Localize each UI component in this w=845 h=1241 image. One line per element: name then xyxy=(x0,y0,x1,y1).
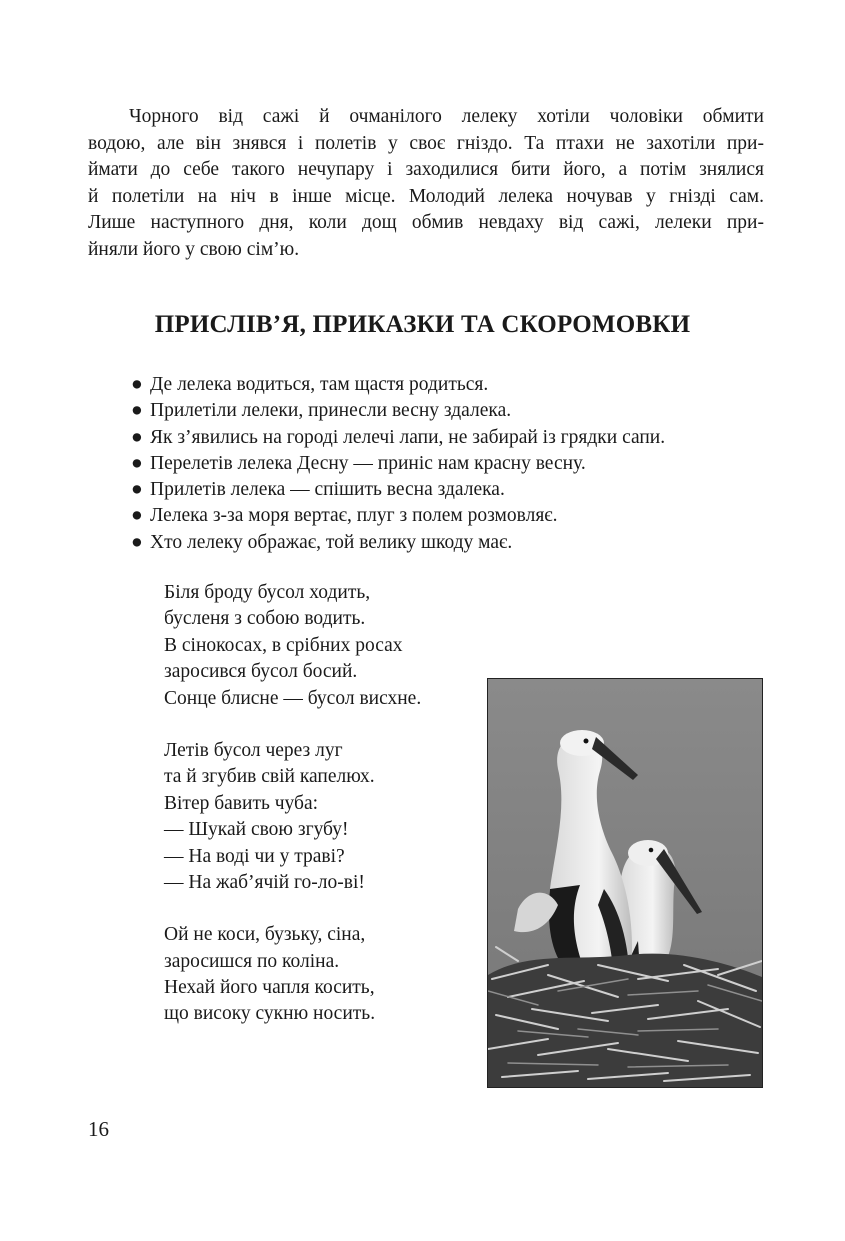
intro-line: Лише наступного дня, коли дощ обмив невдаху від сажі, лелеки при- xyxy=(88,212,764,234)
proverb-text: Де лелека водиться, там щастя родиться. xyxy=(150,374,489,395)
poem-line: Нехай його чапля косить, xyxy=(164,977,375,999)
proverb-text: Прилетів лелека — спішить весна здалека. xyxy=(150,479,505,501)
poem-stanza xyxy=(164,580,421,712)
proverb-text: Хто лелеку ображає, той велику шкоду має. xyxy=(150,531,513,553)
poem-line: Біля броду бусол ходить, xyxy=(164,582,371,603)
poem-line: — На воді чи у траві? xyxy=(164,845,345,867)
proverb-item xyxy=(131,530,665,556)
proverb-text: Прилетіли лелеки, принесли весну здалека. xyxy=(150,400,512,422)
bullet-icon: ● xyxy=(131,479,143,501)
intro-line: ймати до себе такого нечупару і заходилися бити його, а потім знялися xyxy=(88,159,764,181)
poem-line: В сінокосах, в срібних росах xyxy=(164,634,403,656)
poem-line: — Шукай свою згубу! xyxy=(164,819,349,841)
proverb-item xyxy=(131,425,665,451)
poem-line: Вітер бавить чуба: xyxy=(164,792,319,814)
poem xyxy=(164,580,421,1054)
poem-line: Летів бусол через луг xyxy=(164,739,343,761)
proverb-item xyxy=(131,477,665,503)
intro-line: Чорного від сажі й очманілого лелеку хотіли чоловіки обмити xyxy=(129,106,764,127)
poem-line: що високу сукню носить. xyxy=(164,1003,376,1025)
bullet-icon: ● xyxy=(131,452,143,474)
storks-photo xyxy=(487,678,763,1088)
page-number: 16 xyxy=(88,1117,109,1141)
poem-stanza xyxy=(164,738,421,896)
poem-line: заросився бусол босий. xyxy=(164,661,358,683)
intro-line: йняли його у свою сім’ю. xyxy=(88,238,300,260)
proverb-item xyxy=(131,398,665,424)
proverb-text: Перелетів лелека Десну — приніс нам красну весну. xyxy=(150,452,586,474)
poem-line: Ой не коси, бузьку, сіна, xyxy=(164,924,366,946)
poem-stanza xyxy=(164,922,421,1028)
proverbs-list xyxy=(131,372,665,556)
storks-image xyxy=(488,679,762,1087)
bullet-icon: ● xyxy=(131,505,143,527)
section-heading: ПРИСЛІВ’Я, ПРИКАЗКИ ТА СКОРОМОВКИ xyxy=(154,311,691,338)
proverb-item xyxy=(131,503,665,529)
bullet-icon: ● xyxy=(131,374,143,395)
intro-line: водою, але він знявся і полетів у своє гніздо. Та птахи не захотіли при- xyxy=(88,132,764,154)
proverb-text: Як з’явились на городі лелечі лапи, не забирай із грядки сапи. xyxy=(150,426,666,448)
proverb-item xyxy=(131,451,665,477)
poem-line: Сонце блисне — бусол висхне. xyxy=(164,687,422,709)
proverb-item xyxy=(131,372,665,398)
bullet-icon: ● xyxy=(131,400,143,422)
poem-line: бусленя з собою водить. xyxy=(164,608,366,630)
bullet-icon: ● xyxy=(131,531,143,553)
intro-paragraph xyxy=(88,104,764,264)
nest xyxy=(488,947,762,1087)
intro-line: й полетіли на ніч в інше місце. Молодий лелека ночував у гнізді сам. xyxy=(88,185,764,207)
poem-line: — На жаб’ячій го-ло-ві! xyxy=(164,871,365,893)
proverb-text: Лелека з-за моря вертає, плуг з полем розмовляє. xyxy=(150,505,558,527)
poem-line: та й згубив свій капелюх. xyxy=(164,766,375,788)
poem-line: заросишся по коліна. xyxy=(164,950,340,972)
bullet-icon: ● xyxy=(131,426,143,448)
